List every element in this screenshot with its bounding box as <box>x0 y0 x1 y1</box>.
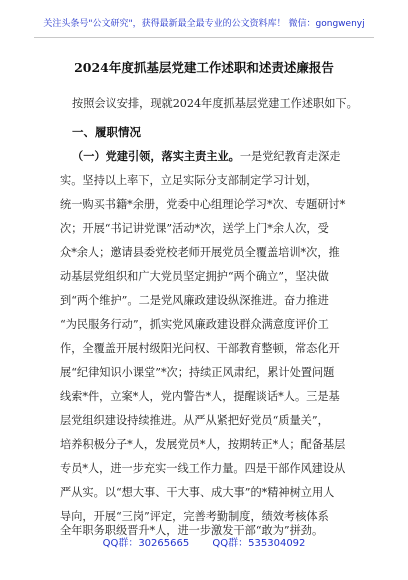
paragraph-line: 统一购买书籍*余册，党委中心组理论学习*次、专题研讨* <box>60 198 346 211</box>
document-title: 2024年度抓基层党建工作述职和述责述廉报告 <box>74 60 334 75</box>
paragraph-line: 培养积极分子*人，发展党员*人，按期转正*人；配备基层 <box>60 438 346 451</box>
paragraph-line: 次；开展“书记讲党课”活动*次，送学上门*余人次，受 <box>60 222 329 235</box>
qq-group-1: QQ群：30265665 <box>102 538 190 549</box>
qq-group-2: QQ群：535304092 <box>212 538 306 549</box>
line-text: 一是党纪教育走深走 <box>239 150 341 163</box>
intro-paragraph: 按照会议安排，现就2024年度抓基层党建工作述职如下。 <box>72 97 358 110</box>
paragraph-line: 众*余人；邀请县委党校老师开展党员全覆盖培训*次，推 <box>60 246 340 259</box>
paragraph-line: 作，全覆盖开展村级阳光问权、干部教育整顿，常态化开 <box>60 342 340 355</box>
paragraph-line: 实。坚持以上率下，立足实际分支部制定学习计划， <box>60 174 318 187</box>
paragraph-line: 专员*人，进一步充实一线工作力量。四是干部作风建设从 <box>60 462 346 475</box>
paragraph-line: 动基层党组织和广大党员坚定拥护“两个确立”，坚决做 <box>60 270 329 283</box>
paragraph-line: 线索*件，立案*人，党内警告*人，提醒谈话*人。三是基 <box>60 390 340 403</box>
paragraph-line: 展“纪律知识小课堂”*次；持续正风肃纪，累计处置问题 <box>60 366 335 379</box>
paragraph-line: 导向，开展“三岗”评定，完善考勤制度，绩效考核体系 <box>60 510 329 523</box>
paragraph-line: 全年职务职级晋升*人，进一步激发干部“敢为”拼劲。 <box>60 524 324 537</box>
header-divider <box>34 37 374 38</box>
paragraph-line: 层党组织建设持续推进。从严从紧把好党员“质量关”， <box>60 414 329 427</box>
paragraph-line <box>72 149 372 165</box>
paragraph-line: “为民服务行动”，抓实党风廉政建设群众满意度评价工 <box>60 318 329 331</box>
section-heading: 一、履职情况 <box>72 125 141 139</box>
footer-contacts <box>0 537 408 550</box>
paragraph-line: 严从实。以“想大事、干大事、成大事”的*精神树立用人 <box>60 486 335 499</box>
paragraph-line: 到“两个维护”。二是党风廉政建设纵深推进。奋力推进 <box>60 294 329 307</box>
top-banner: 关注头条号"公文研究"，获得最新最全最专业的公文资料库！ 微信：gongwenyj <box>43 19 365 29</box>
sub-heading: （一）党建引领，落实主责主业。 <box>72 150 240 163</box>
